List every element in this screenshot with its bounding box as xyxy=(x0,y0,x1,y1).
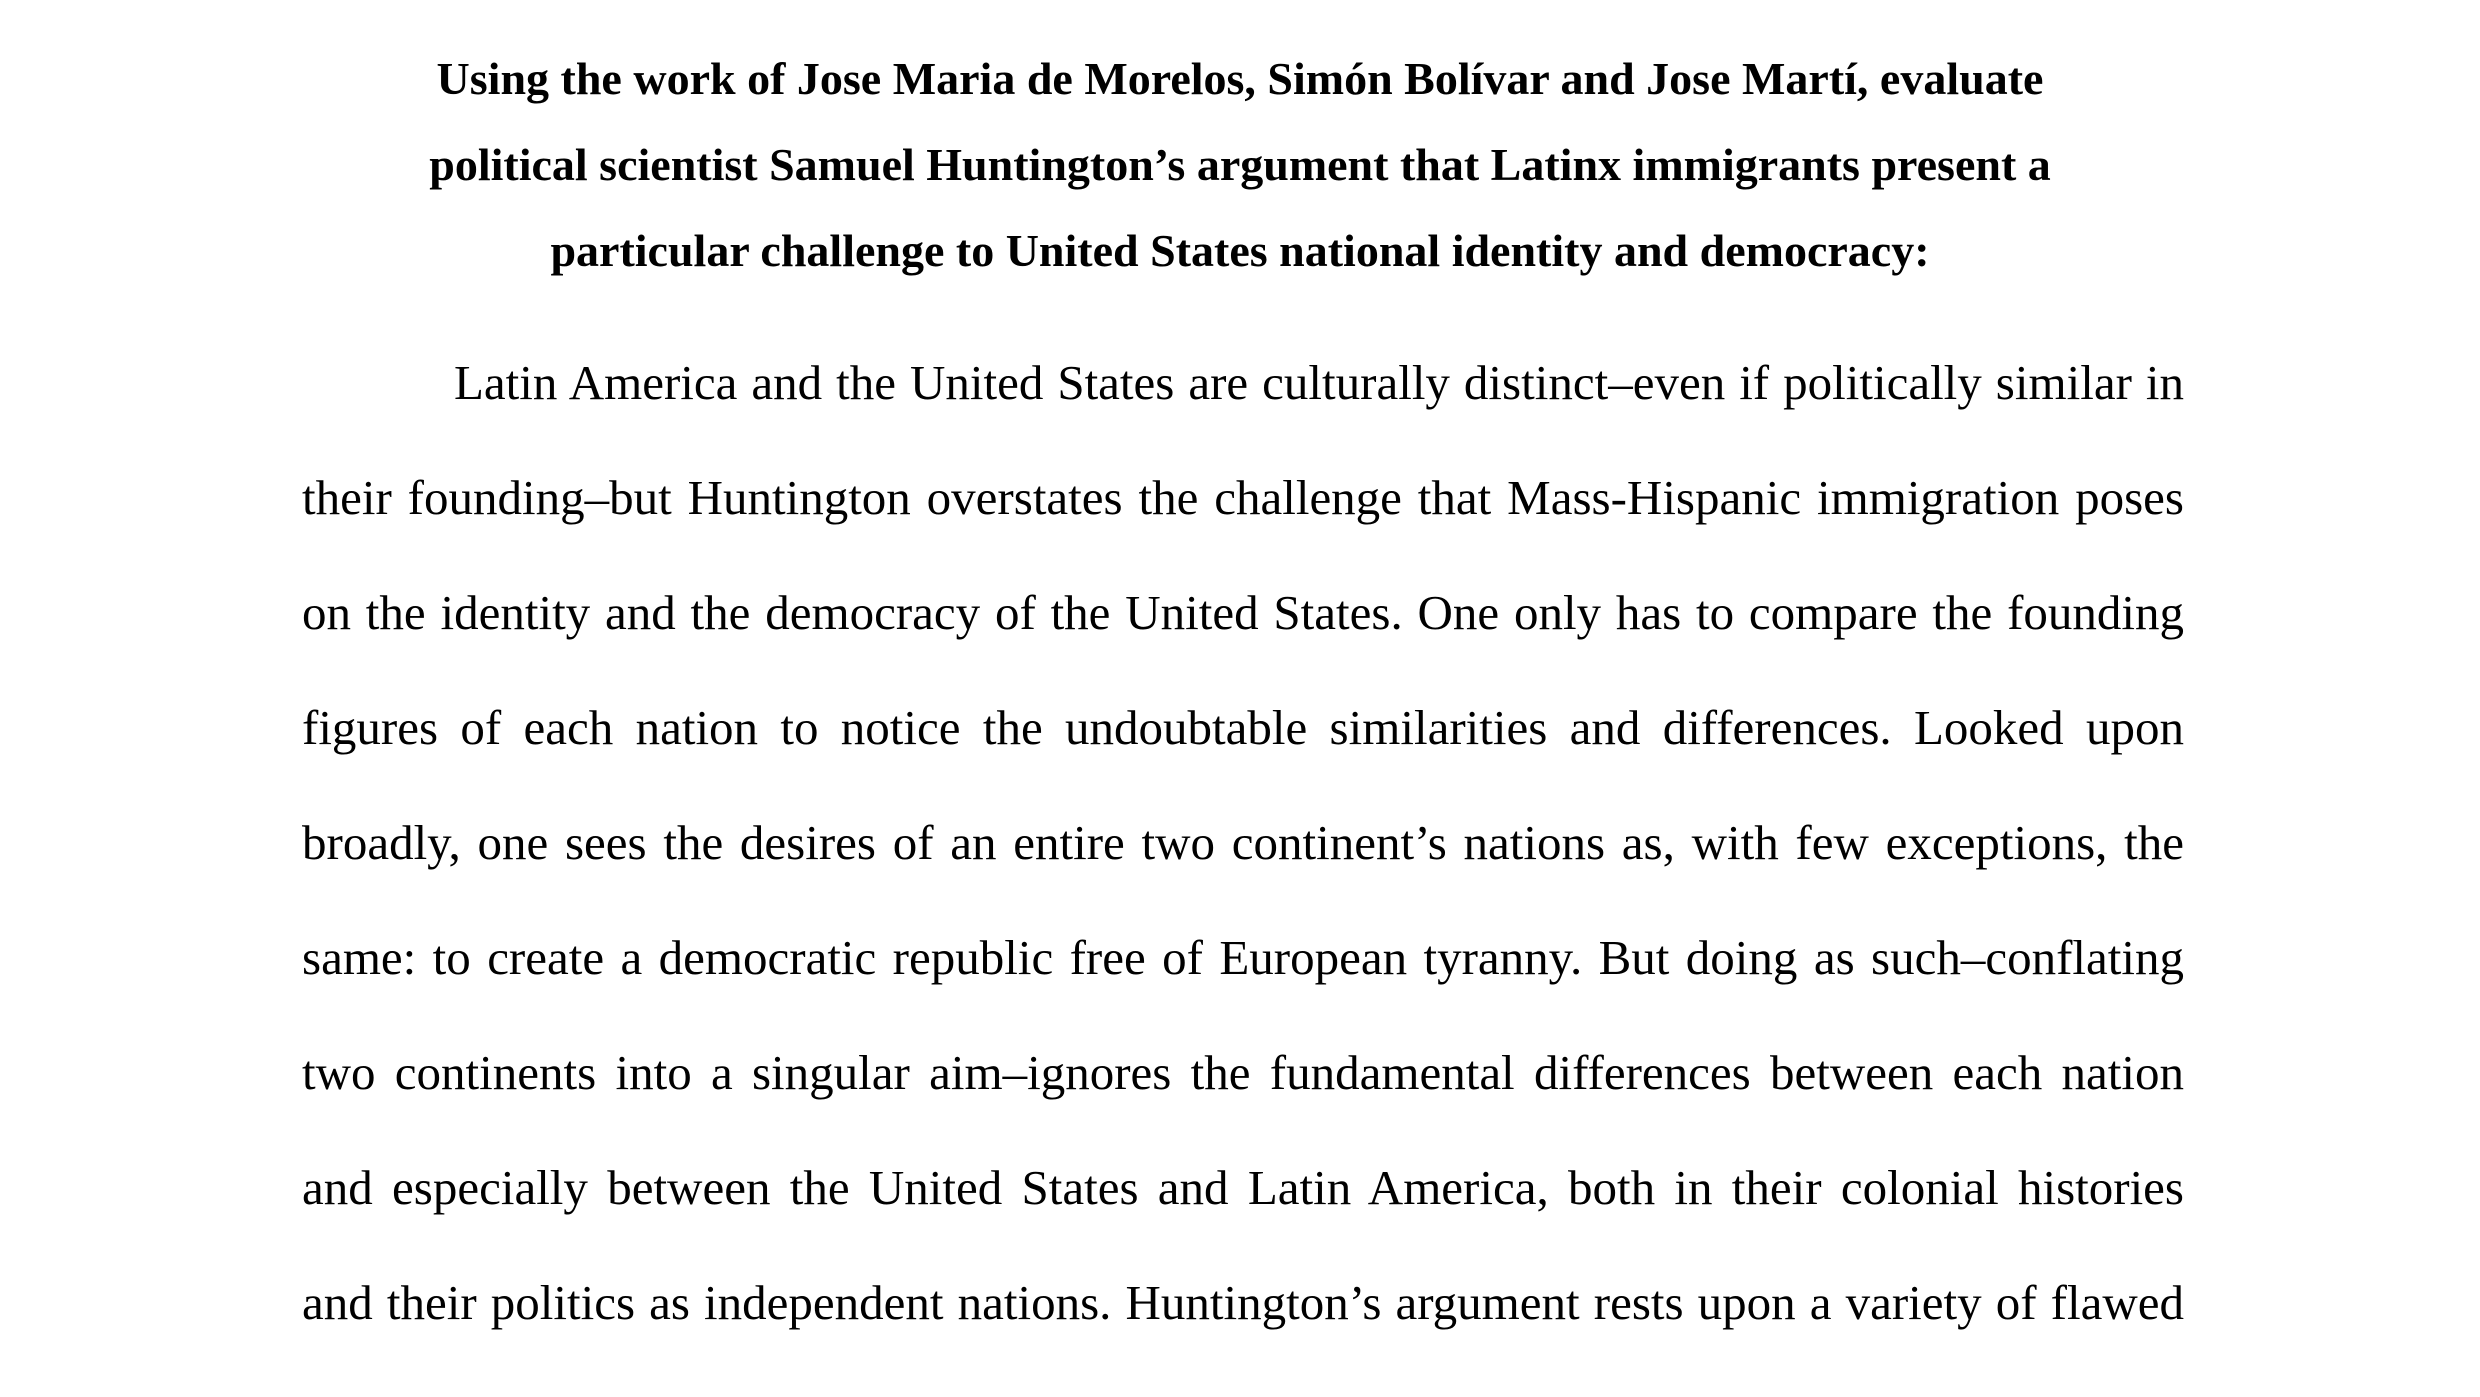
paragraph-line: Latin America and the United States are culturally distinct–even if politically similar in xyxy=(454,355,2184,410)
essay-paragraph xyxy=(302,338,2184,1373)
paragraph-line: their founding–but Huntington overstates the challenge that Mass-Hispanic immigration poses xyxy=(302,470,2184,525)
paragraph-line: two continents into a singular aim–ignores the fundamental differences between each nation xyxy=(302,1045,2184,1100)
title-line: particular challenge to United States national identity and democracy: xyxy=(550,225,1930,276)
paragraph-line: figures of each nation to notice the undoubtable similarities and differences. Looked upon xyxy=(302,700,2184,755)
essay-title xyxy=(300,36,2180,294)
paragraph-line: and especially between the United States and Latin America, both in their colonial histories xyxy=(302,1160,2184,1215)
title-line: Using the work of Jose Maria de Morelos, Simón Bolívar and Jose Martí, evaluate xyxy=(436,53,2044,104)
paragraph-line: same: to create a democratic republic free of European tyranny. But doing as such–conflating xyxy=(302,930,2184,985)
paragraph-line: and their politics as independent nations. Huntington’s argument rests upon a variety of flawed xyxy=(302,1275,2184,1330)
paragraph-line: broadly, one sees the desires of an entire two continent’s nations as, with few exceptions, the xyxy=(302,815,2184,870)
title-line: political scientist Samuel Huntington’s argument that Latinx immigrants present a xyxy=(429,139,2051,190)
paragraph-line: on the identity and the democracy of the United States. One only has to compare the founding xyxy=(302,585,2184,640)
